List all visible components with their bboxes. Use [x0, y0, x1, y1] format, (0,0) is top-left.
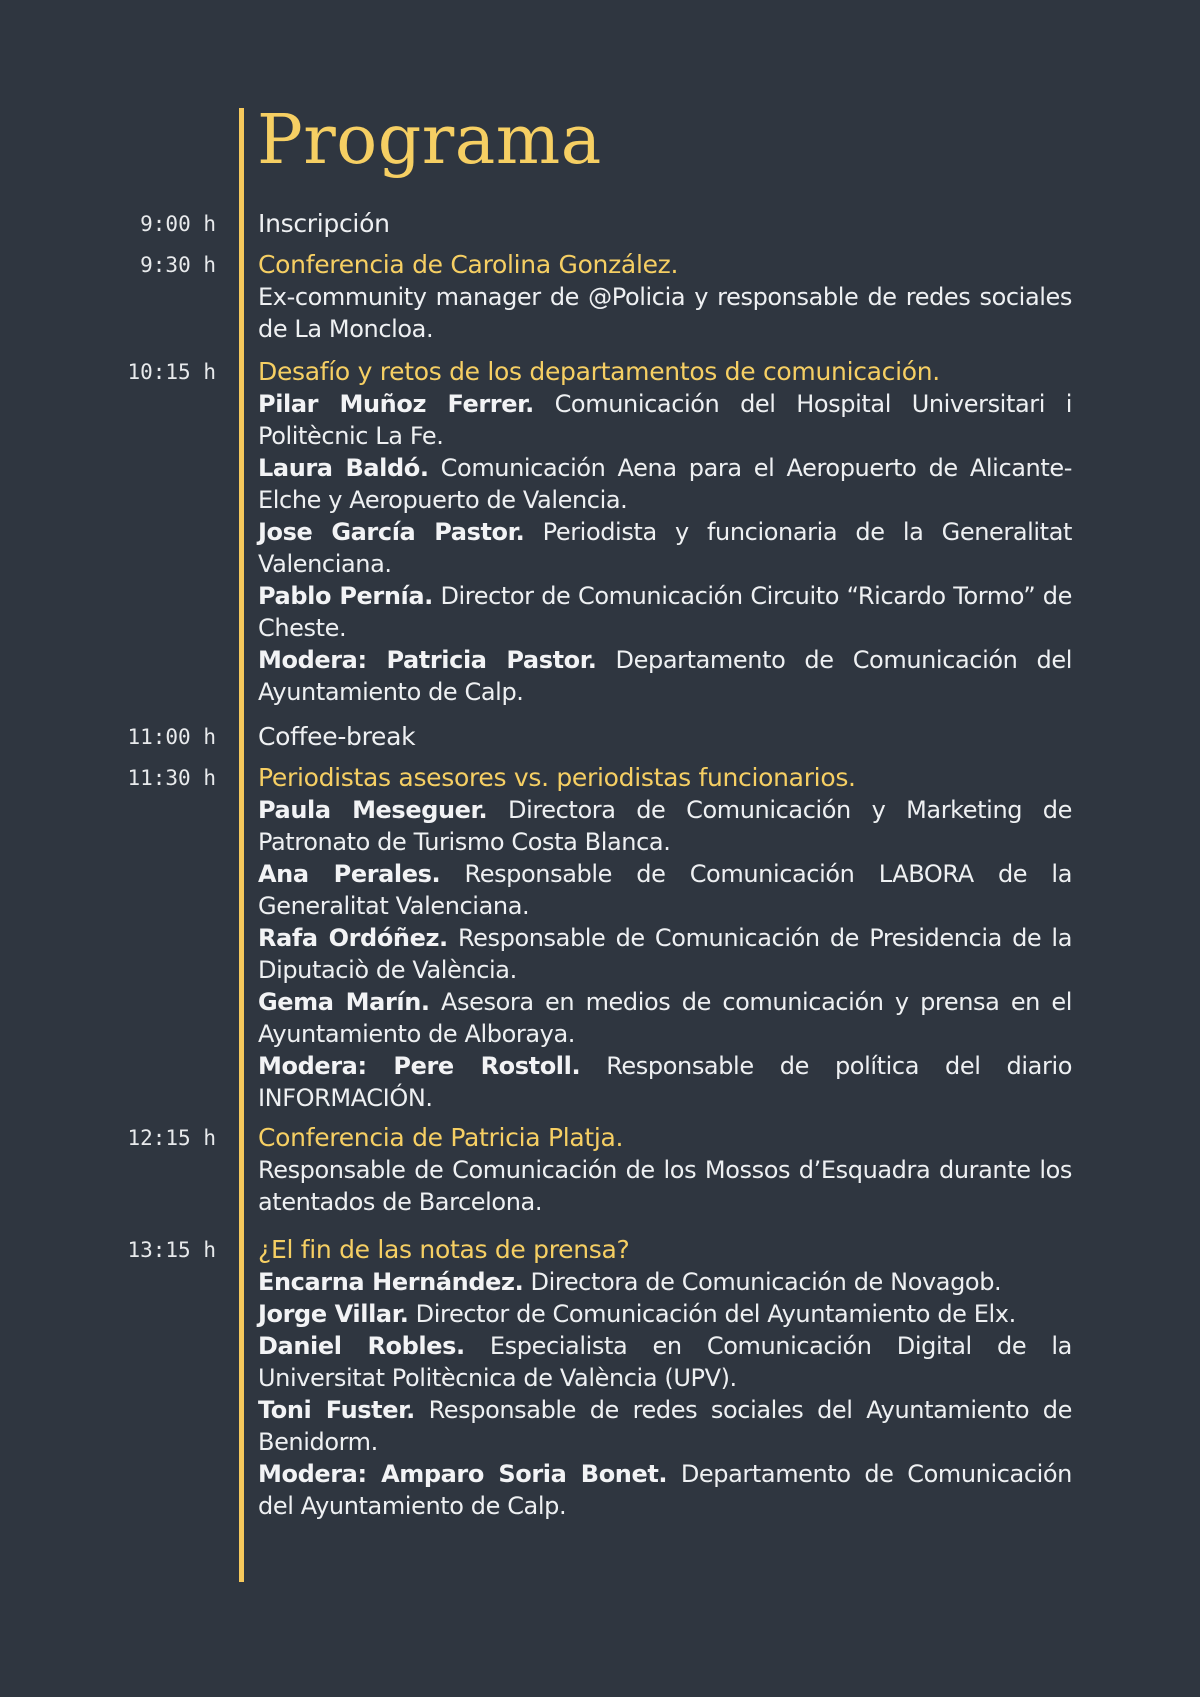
- speaker-name: Rafa Ordóñez.: [258, 924, 448, 952]
- session-heading: Conferencia de Patricia Platja.: [258, 1123, 624, 1152]
- session-heading: ¿El fin de las notas de prensa?: [258, 1235, 630, 1264]
- session-time: 10:15 h: [127, 360, 216, 384]
- speaker-role: Departamento de Comunicación del Ayuntamiento de Calp.: [258, 646, 1072, 706]
- speaker-entry: [258, 516, 1072, 580]
- session-time: 11:00 h: [127, 725, 216, 749]
- speaker-entry: [258, 580, 1072, 644]
- speaker-role: Director de Comunicación Circuito “Ricardo Tormo” de Cheste.: [258, 582, 1072, 642]
- speaker-role: Director de Comunicación del Ayuntamiento de Elx.: [415, 1300, 1016, 1328]
- speaker-entry: [258, 1330, 1072, 1394]
- session-heading: Desafío y retos de los departamentos de comunicación.: [258, 357, 940, 386]
- speaker-name: Gema Marín.: [258, 988, 430, 1016]
- session-label: Inscripción: [258, 209, 390, 238]
- speaker-role: Departamento de Comunicación del Ayuntamiento de Calp.: [258, 1460, 1072, 1520]
- speaker-entry: [258, 1266, 1072, 1298]
- speaker-entry: [258, 1050, 1072, 1114]
- speaker-name: Pilar Muñoz Ferrer.: [258, 390, 534, 418]
- session-time: 13:15 h: [127, 1238, 216, 1262]
- session-description: Ex-community manager de @Policia y responsable de redes sociales de La Moncloa.: [258, 283, 1072, 343]
- speaker-entry: [258, 452, 1072, 516]
- session-time: 11:30 h: [127, 766, 216, 790]
- speaker-name: Paula Meseguer.: [258, 796, 488, 824]
- session-label: Coffee-break: [258, 722, 416, 751]
- session-time: 9:00 h: [140, 212, 216, 236]
- speaker-entry: [258, 858, 1072, 922]
- speaker-role: Directora de Comunicación y Marketing de Patronato de Turismo Costa Blanca.: [258, 796, 1072, 856]
- speaker-role: Responsable de política del diario INFORMACIÓN.: [258, 1052, 1072, 1112]
- speaker-name: Jorge Villar.: [258, 1300, 409, 1328]
- speaker-role: Responsable de redes sociales del Ayuntamiento de Benidorm.: [258, 1396, 1072, 1456]
- timeline-divider: [239, 108, 244, 1582]
- speaker-entry: [258, 644, 1072, 708]
- speaker-role: Responsable de Comunicación LABORA de la Generalitat Valenciana.: [258, 860, 1072, 920]
- speaker-name: Laura Baldó.: [258, 454, 429, 482]
- speaker-role: Asesora en medios de comunicación y prensa en el Ayuntamiento de Alboraya.: [258, 988, 1072, 1048]
- speaker-name: Modera: Patricia Pastor.: [258, 646, 597, 674]
- speaker-name: Modera: Pere Rostoll.: [258, 1052, 581, 1080]
- speaker-role: Comunicación Aena para el Aeropuerto de Alicante-Elche y Aeropuerto de Valencia.: [258, 454, 1072, 514]
- speaker-name: Modera: Amparo Soria Bonet.: [258, 1460, 668, 1488]
- speaker-name: Daniel Robles.: [258, 1332, 465, 1360]
- session-heading: Conferencia de Carolina González.: [258, 250, 679, 279]
- speaker-entry: [258, 922, 1072, 986]
- session-time: 9:30 h: [140, 253, 216, 277]
- session-time: 12:15 h: [127, 1126, 216, 1150]
- speaker-entry: [258, 1394, 1072, 1458]
- speaker-role: Periodista y funcionaria de la Generalitat Valenciana.: [258, 518, 1073, 578]
- speaker-entry: [258, 794, 1072, 858]
- speaker-entry: [258, 986, 1072, 1050]
- speaker-entry: [258, 388, 1072, 452]
- speaker-role: Responsable de Comunicación de Presidencia de la Diputaciò de València.: [258, 924, 1073, 984]
- speaker-role: Comunicación del Hospital Universitari i Politècnic La Fe.: [258, 390, 1072, 450]
- speaker-name: Ana Perales.: [258, 860, 441, 888]
- speaker-role: Especialista en Comunicación Digital de la Universitat Politècnica de València (UPV).: [258, 1332, 1072, 1392]
- speaker-name: Encarna Hernández.: [258, 1268, 524, 1296]
- speaker-entry: [258, 1298, 1072, 1330]
- page-title: Programa: [257, 101, 602, 180]
- session-heading: Periodistas asesores vs. periodistas funcionarios.: [258, 763, 856, 792]
- session-description: Responsable de Comunicación de los Mossos d’Esquadra durante los atentados de Barcelona.: [258, 1156, 1072, 1216]
- speaker-name: Toni Fuster.: [258, 1396, 415, 1424]
- speaker-name: Jose García Pastor.: [258, 518, 525, 546]
- speaker-entry: [258, 1458, 1072, 1522]
- speaker-name: Pablo Pernía.: [258, 582, 433, 610]
- speaker-role: Directora de Comunicación de Novagob.: [530, 1268, 1002, 1296]
